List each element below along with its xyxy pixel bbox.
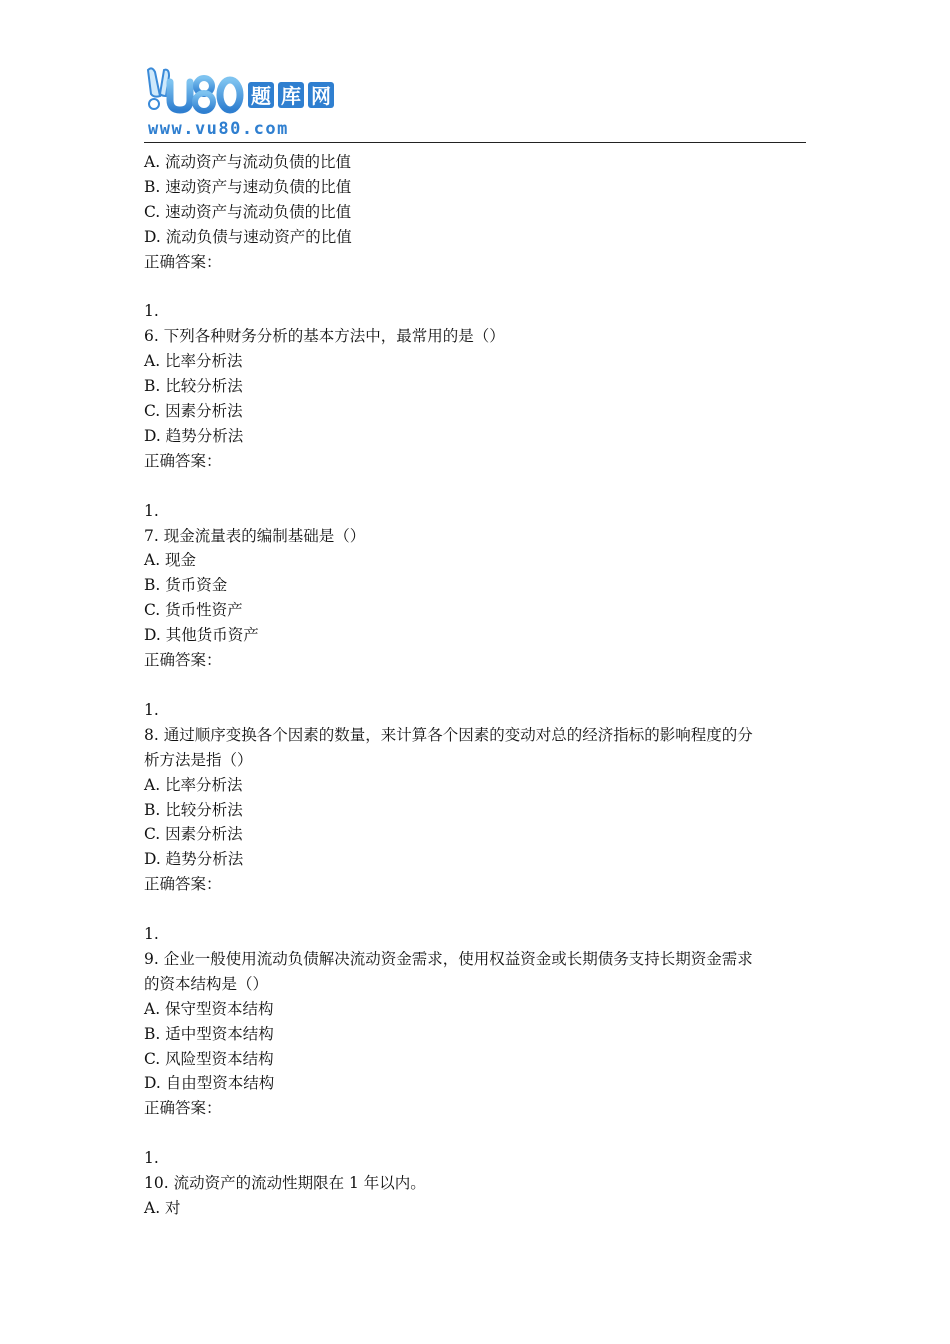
vu80-logo-icon [142,66,342,138]
text-line: 正确答案： [144,651,222,670]
svg-text:题: 题 [251,84,271,108]
header-rule [144,142,806,143]
text-line: 的资本结构是（） [144,974,269,993]
text-line: D. 流动负债与速动资产的比值 [144,227,352,246]
text-line: A. 比率分析法 [144,775,243,794]
blank-line [144,673,806,698]
text-line: D. 自由型资本结构 [144,1074,275,1093]
text-line: C. 风险型资本结构 [144,1049,274,1068]
text-line: 7. 现金流量表的编制基础是（） [144,526,366,545]
text-line: B. 货币资金 [144,576,228,595]
text-line: 6. 下列各种财务分析的基本方法中，最常用的是（） [144,327,505,346]
blank-line [144,474,806,499]
blank-line [144,1121,806,1146]
text-line: 1. [144,302,159,321]
text-line: 析方法是指（） [144,750,253,769]
text-line: B. 速动资产与速动负债的比值 [144,177,352,196]
text-line: B. 适中型资本结构 [144,1024,274,1043]
text-line: 正确答案： [144,1099,222,1118]
text-line: C. 因素分析法 [144,402,243,421]
text-line: 10. 流动资产的流动性期限在 1 年以内。 [144,1174,426,1193]
svg-text:网: 网 [311,84,331,108]
text-line: A. 流动资产与流动负债的比值 [144,153,352,171]
text-line: B. 比较分析法 [144,377,243,396]
text-line: C. 因素分析法 [144,825,243,844]
text-line: B. 比较分析法 [144,800,243,819]
site-logo [142,66,342,138]
svg-text:www.vu80.com: www.vu80.com [148,119,289,138]
text-line: A. 比率分析法 [144,352,243,371]
text-line: 9. 企业一般使用流动负债解决流动资金需求，使用权益资金或长期债务支持长期资金需求 [144,949,753,968]
text-line: 正确答案： [144,451,222,470]
blank-line [144,275,806,300]
text-line: 1. [144,700,159,719]
text-line: A. 现金 [144,551,197,570]
blank-line [144,897,806,922]
text-line: D. 趋势分析法 [144,426,244,445]
text-line: 1. [144,925,159,944]
text-line: 8. 通过顺序变换各个因素的数量，来计算各个因素的变动对总的经济指标的影响程度的分 [144,725,753,744]
text-line: D. 趋势分析法 [144,850,244,869]
text-line: A. 对 [144,1198,181,1217]
text-line: 1. [144,501,159,520]
text-line: 正确答案： [144,875,222,894]
text-line: C. 货币性资产 [144,601,243,620]
document-body [144,150,806,1221]
text-line: C. 速动资产与流动负债的比值 [144,202,352,221]
text-line: 1. [144,1149,159,1168]
text-line: D. 其他货币资产 [144,626,259,645]
svg-text:库: 库 [281,84,301,108]
text-line: 正确答案： [144,252,222,271]
text-line: A. 保守型资本结构 [144,999,274,1018]
